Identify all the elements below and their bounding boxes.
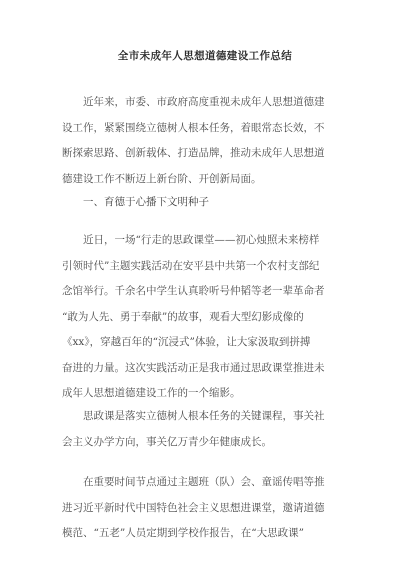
paragraph-line: 思政课是落实立德树人根本任务的关键课程，事关社	[62, 410, 325, 422]
section-heading-text: 一、育德于心播下文明种子	[62, 196, 209, 208]
paragraph-practice	[62, 470, 348, 547]
paragraph-intro	[62, 90, 348, 192]
paragraph-line: 会主义办学方向，事关亿万青少年健康成长。	[62, 435, 272, 448]
paragraph-line: 《xx》，穿越百年的“沉浸式”体验，让大家汲取到拼搏	[62, 336, 311, 348]
paragraph-line: 模范、“五老”人员定期到学校作报告，在“大思政课”	[62, 527, 304, 539]
paragraph-line: 断探索思路、创新载体、打造品牌，推动未成年人思想道	[62, 147, 325, 159]
paragraph-line: 在重要时间节点通过主题班（队）会、童谣传唱等推	[62, 476, 325, 488]
paragraph-line: “敢为人先、勇于奉献”的故事，观看大型幻影成像的	[62, 310, 304, 323]
paragraph-event	[62, 228, 348, 407]
paragraph-line: 引领时代”主题实践活动在安平县中共第一个农村支部纪	[62, 259, 320, 272]
paragraph-line: 进习近平新时代中国特色社会主义思想进课堂，邀请道德	[62, 501, 325, 514]
paragraph-line: 成年人思想道德建设工作的一个缩影。	[62, 387, 241, 399]
paragraph-line: 念馆举行。千余名中学生认真聆听号仲韬等老一辈革命者	[62, 285, 325, 297]
paragraph-importance	[62, 404, 348, 455]
paragraph-line: 德建设工作不断迈上新台阶、开创新局面。	[62, 172, 262, 185]
paragraph-line: 近日，一场“行走的思政课堂——初心烛照未来榜样	[62, 234, 320, 246]
paragraph-line: 奋进的力量。这次实践活动正是我市通过思政课堂推进未	[62, 361, 325, 374]
document-title: 全市未成年人思想道德建设工作总结	[117, 50, 293, 62]
section-heading	[62, 190, 348, 216]
paragraph-line: 近年来，市委、市政府高度重视未成年人思想道德建	[62, 96, 325, 108]
paragraph-line: 设工作，紧紧围绕立德树人根本任务，着眼常态长效，不	[62, 121, 325, 134]
